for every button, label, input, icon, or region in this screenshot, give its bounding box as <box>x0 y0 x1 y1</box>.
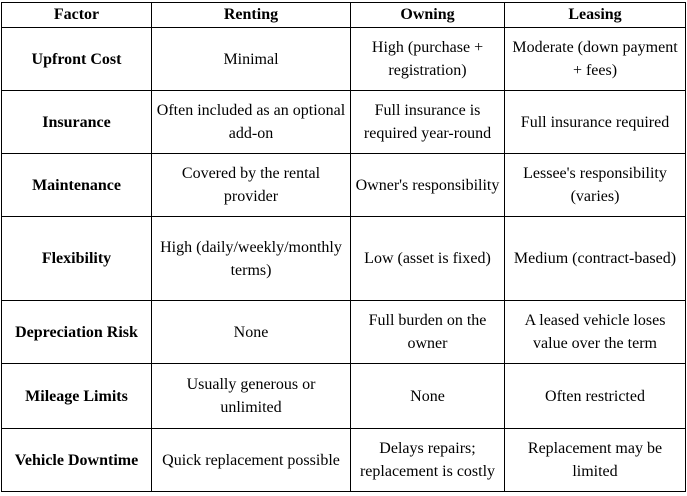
renting-cell: Covered by the rental provider <box>152 154 351 217</box>
header-renting: Renting <box>152 3 351 28</box>
table-row <box>2 28 686 91</box>
factor-cell: Upfront Cost <box>2 28 152 91</box>
leasing-cell: Lessee's responsibility (varies) <box>505 154 686 217</box>
leasing-cell: Medium (contract-based) <box>505 217 686 301</box>
factor-cell: Insurance <box>2 91 152 154</box>
renting-cell: None <box>152 301 351 364</box>
renting-cell: Usually generous or unlimited <box>152 364 351 429</box>
leasing-cell: A leased vehicle loses value over the term <box>505 301 686 364</box>
renting-cell: Often included as an optional add-on <box>152 91 351 154</box>
table-row <box>2 364 686 429</box>
owning-cell: Delays repairs; replacement is costly <box>351 429 505 492</box>
owning-cell: Full insurance is required year-round <box>351 91 505 154</box>
owning-cell: Low (asset is fixed) <box>351 217 505 301</box>
renting-cell: Quick replacement possible <box>152 429 351 492</box>
owning-cell: Full burden on the owner <box>351 301 505 364</box>
header-factor: Factor <box>2 3 152 28</box>
owning-cell: Owner's responsibility <box>351 154 505 217</box>
leasing-cell: Replacement may be limited <box>505 429 686 492</box>
table-row <box>2 429 686 492</box>
owning-cell: High (purchase + registration) <box>351 28 505 91</box>
table-row <box>2 301 686 364</box>
comparison-table <box>1 2 686 492</box>
header-leasing: Leasing <box>505 3 686 28</box>
owning-cell: None <box>351 364 505 429</box>
table-row <box>2 91 686 154</box>
renting-cell: Minimal <box>152 28 351 91</box>
leasing-cell: Often restricted <box>505 364 686 429</box>
table-row <box>2 154 686 217</box>
factor-cell: Depreciation Risk <box>2 301 152 364</box>
leasing-cell: Full insurance required <box>505 91 686 154</box>
factor-cell: Mileage Limits <box>2 364 152 429</box>
header-row <box>2 3 686 28</box>
factor-cell: Maintenance <box>2 154 152 217</box>
factor-cell: Flexibility <box>2 217 152 301</box>
factor-cell: Vehicle Downtime <box>2 429 152 492</box>
header-owning: Owning <box>351 3 505 28</box>
leasing-cell: Moderate (down payment + fees) <box>505 28 686 91</box>
table-row <box>2 217 686 301</box>
renting-cell: High (daily/weekly/monthly terms) <box>152 217 351 301</box>
